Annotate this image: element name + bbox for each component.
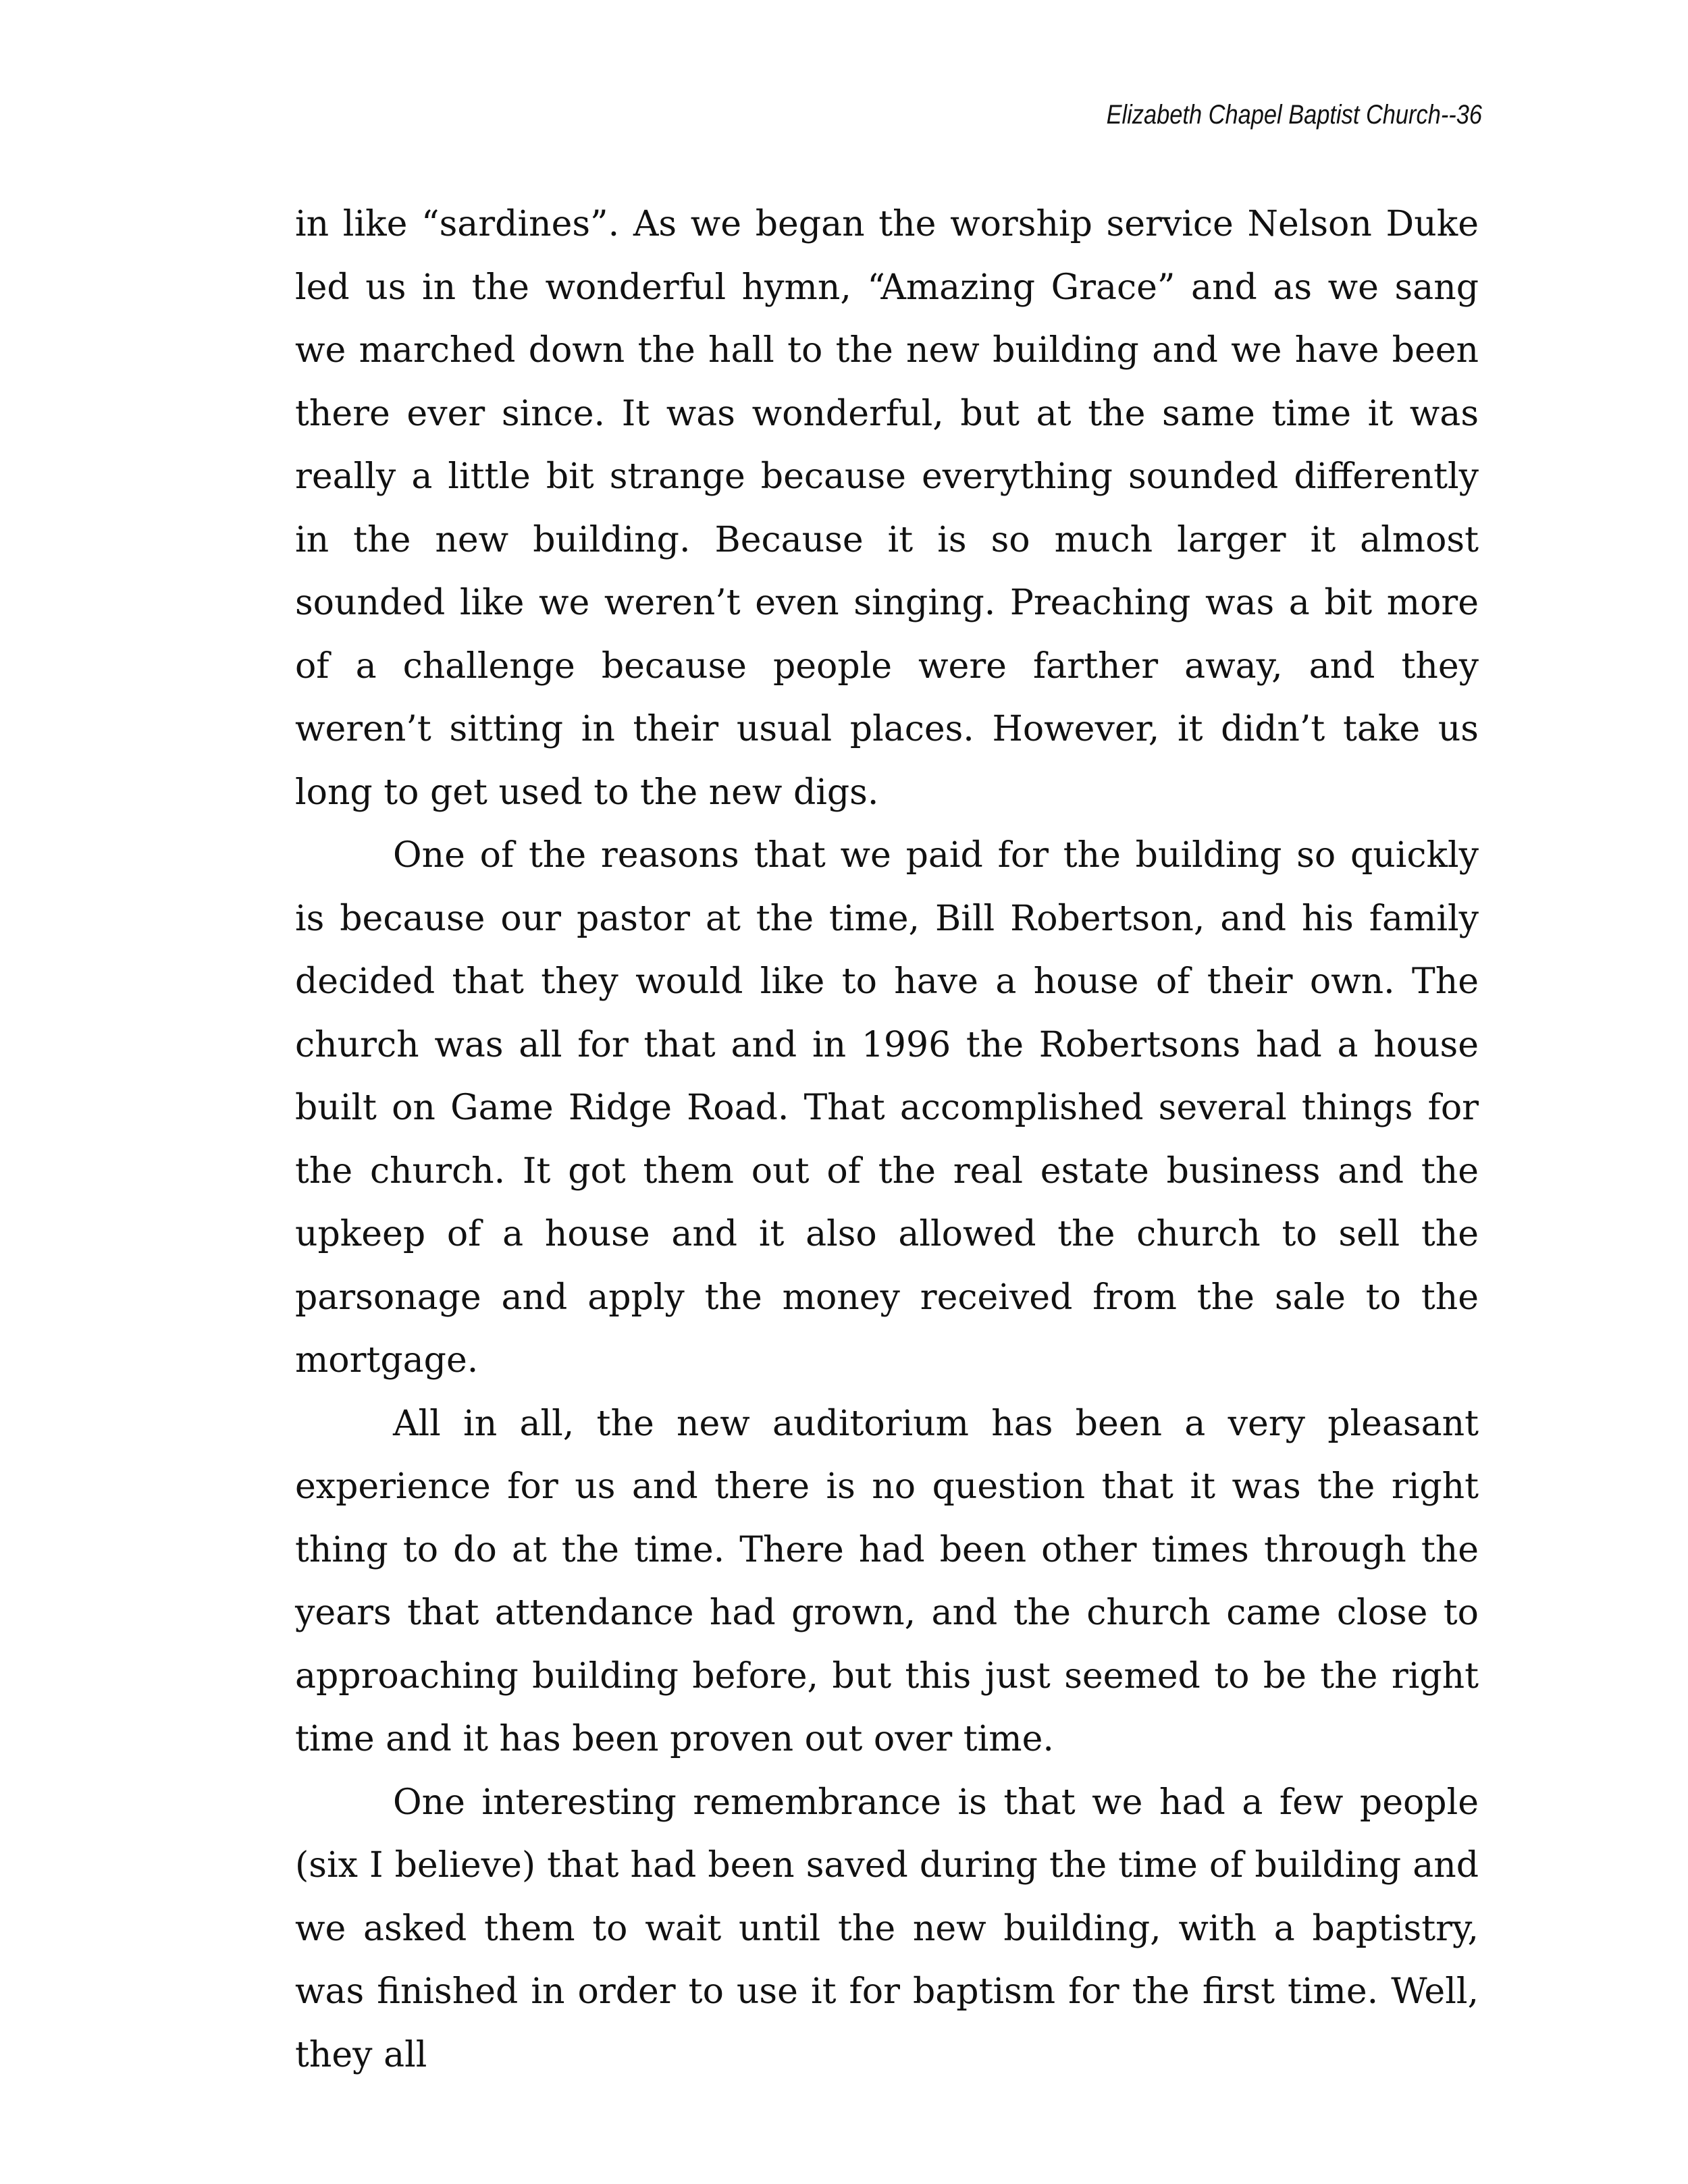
running-header-title: Elizabeth Chapel Baptist Church--36: [1106, 100, 1482, 130]
paragraph-baptism: One interesting remembrance is that we had a few people (six I believe) that had been saved during the time of building and we asked them to wait until the new building, with a baptistry, was finished in order to use it for baptism for the first time. Well, they all: [295, 1782, 1479, 2075]
paragraph-auditorium: All in all, the new auditorium has been a very pleasant experience for us and there is no question that it was the right thing to do at the time. There had been other times through the years that attendance had grown, and the church came close to approaching building before, but this just seemed to be the right time and it has been proven out over time.: [295, 1403, 1479, 1759]
paragraph-continued: in like “sardines”. As we began the worship service Nelson Duke led us in the wonderful hymn, “Amazing Grace” and as we sang we marched down the hall to the new building and we have been there ever since. It was wonderful, but at the same time it was really a little bit strange because everything sounded differently in the new building. Because it is so much larger it almost sounded like we weren’t even singing. Preaching was a bit more of a challenge because people were farther away, and they weren’t sitting in their usual places. However, it didn’t take us long to get used to the new digs.: [295, 204, 1479, 813]
paragraph-pastor-house: One of the reasons that we paid for the building so quickly is because our pastor at the time, Bill Robertson, and his family decided that they would like to have a house of their own. The church was all for that and in 1996 the Robertsons had a house built on Game Ridge Road. That accomplished several things for the church. It got them out of the real estate business and the upkeep of a house and it also allowed the church to sell the parsonage and apply the money received from the sale to the mortgage.: [295, 835, 1479, 1381]
body-text: [295, 193, 1479, 2087]
